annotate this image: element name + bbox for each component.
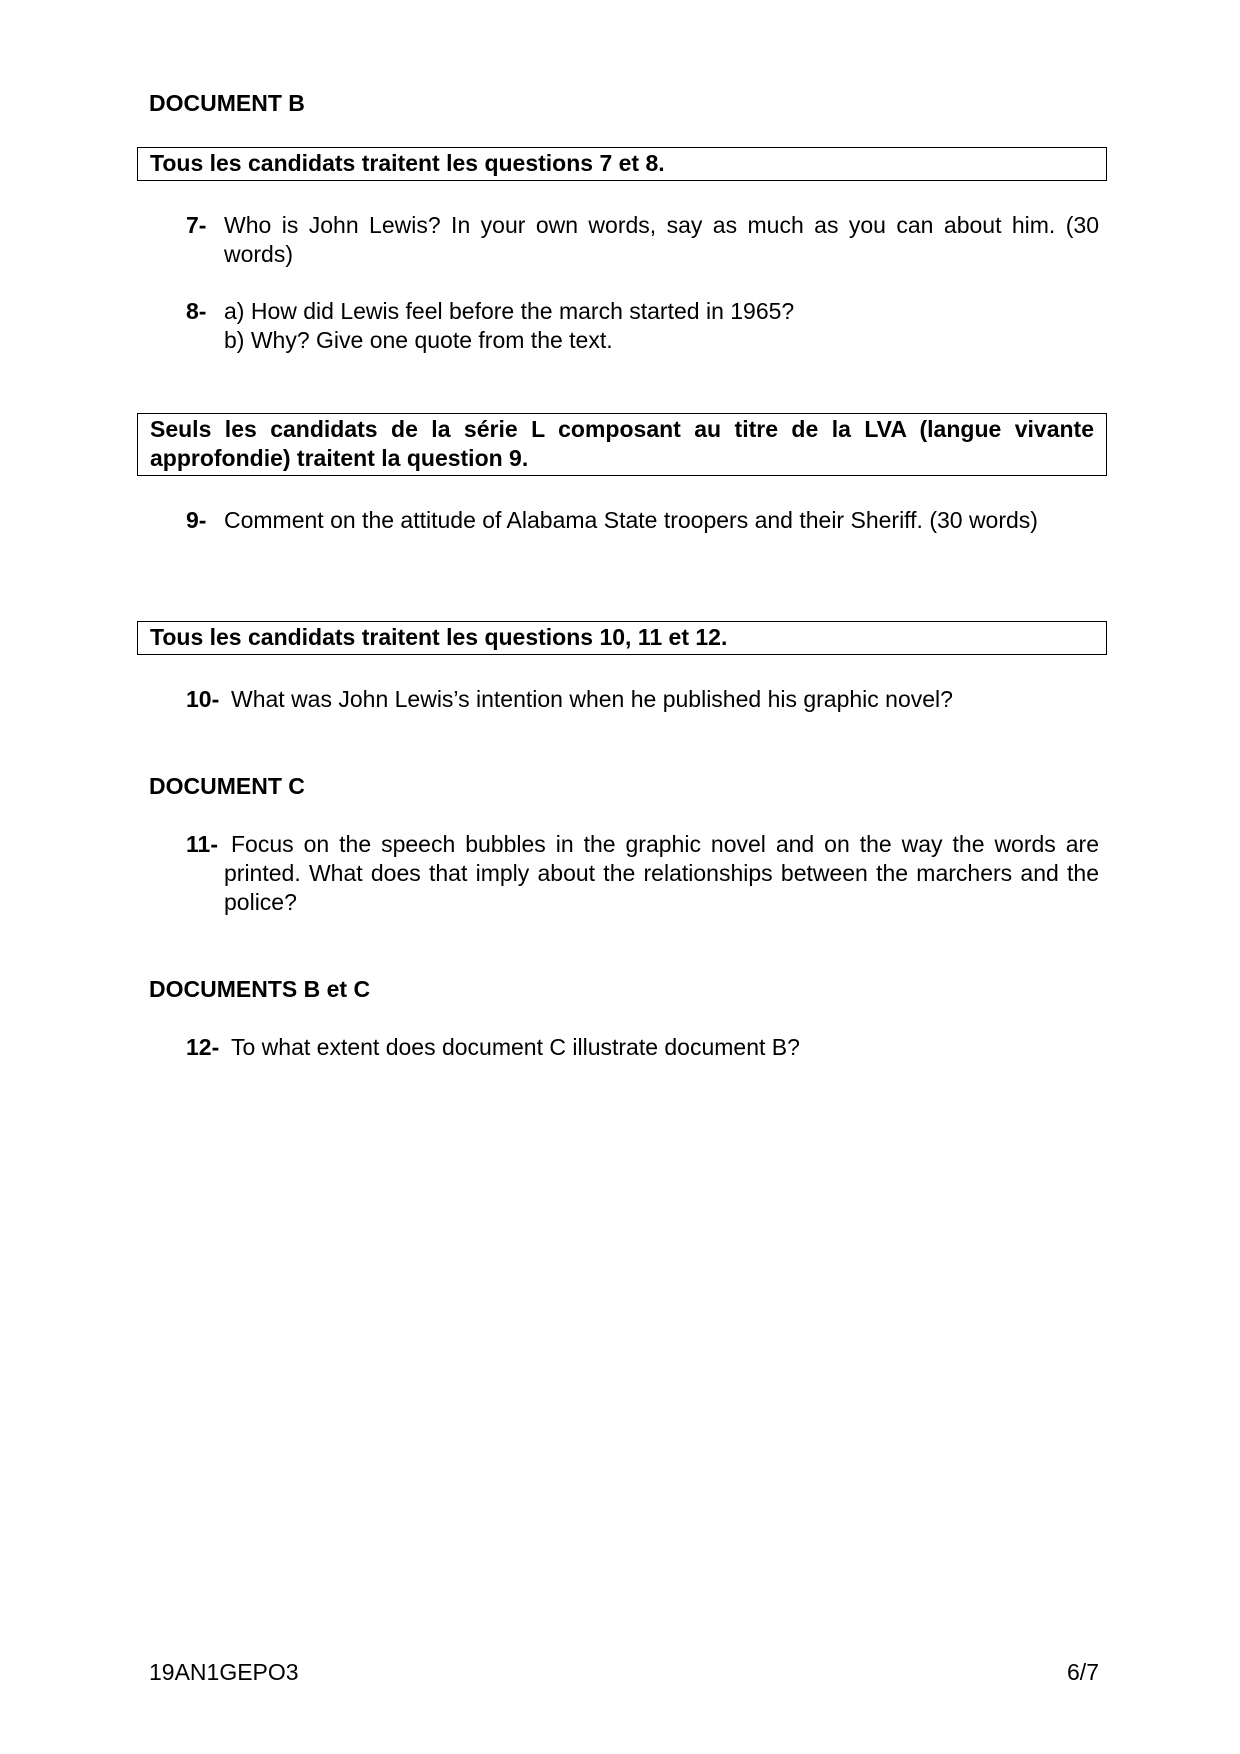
documents-b-c-heading: DOCUMENTS B et C: [149, 976, 371, 1002]
question-8-number: 8-: [186, 298, 207, 324]
question-10-number: 10-: [186, 686, 220, 712]
instruction-box-questions-10-12: Tous les candidats traitent les questions 10, 11 et 12.: [137, 621, 1107, 655]
question-12-text: To what extent does document C illustrate document B?: [231, 1034, 800, 1060]
question-11-number: 11-: [186, 831, 218, 857]
question-8-part-b: b) Why? Give one quote from the text.: [224, 327, 613, 353]
footer-code: 19AN1GEPO3: [149, 1659, 299, 1685]
question-12: [186, 1033, 1099, 1062]
document-c-heading: DOCUMENT C: [149, 773, 305, 799]
question-9-number: 9-: [186, 507, 207, 533]
question-7-number: 7-: [186, 212, 207, 238]
question-8: [186, 297, 1099, 355]
question-9: [186, 506, 1099, 535]
question-11-text: Focus on the speech bubbles in the graphic novel and on the way the words are printed. What does that imply about the relationships between the marchers and the police?: [224, 831, 1099, 915]
question-10-text: What was John Lewis’s intention when he published his graphic novel?: [231, 686, 953, 712]
question-9-text: Comment on the attitude of Alabama State troopers and their Sheriff. (30 words): [224, 507, 1038, 533]
question-8-part-a: a) How did Lewis feel before the march started in 1965?: [224, 298, 795, 324]
question-7: [186, 211, 1099, 269]
question-12-number: 12-: [186, 1034, 220, 1060]
footer-page-number: 6/7: [1067, 1659, 1099, 1685]
document-b-heading: DOCUMENT B: [149, 90, 305, 116]
question-7-text: Who is John Lewis? In your own words, say as much as you can about him. (30 words): [224, 212, 1099, 267]
question-11: [186, 830, 1099, 917]
question-10: [186, 685, 1099, 714]
instruction-box-question-9: Seuls les candidats de la série L composant au titre de la LVA (langue vivante approfondie) traitent la question 9.: [137, 413, 1107, 476]
instruction-box-questions-7-8: Tous les candidats traitent les questions 7 et 8.: [137, 147, 1107, 181]
